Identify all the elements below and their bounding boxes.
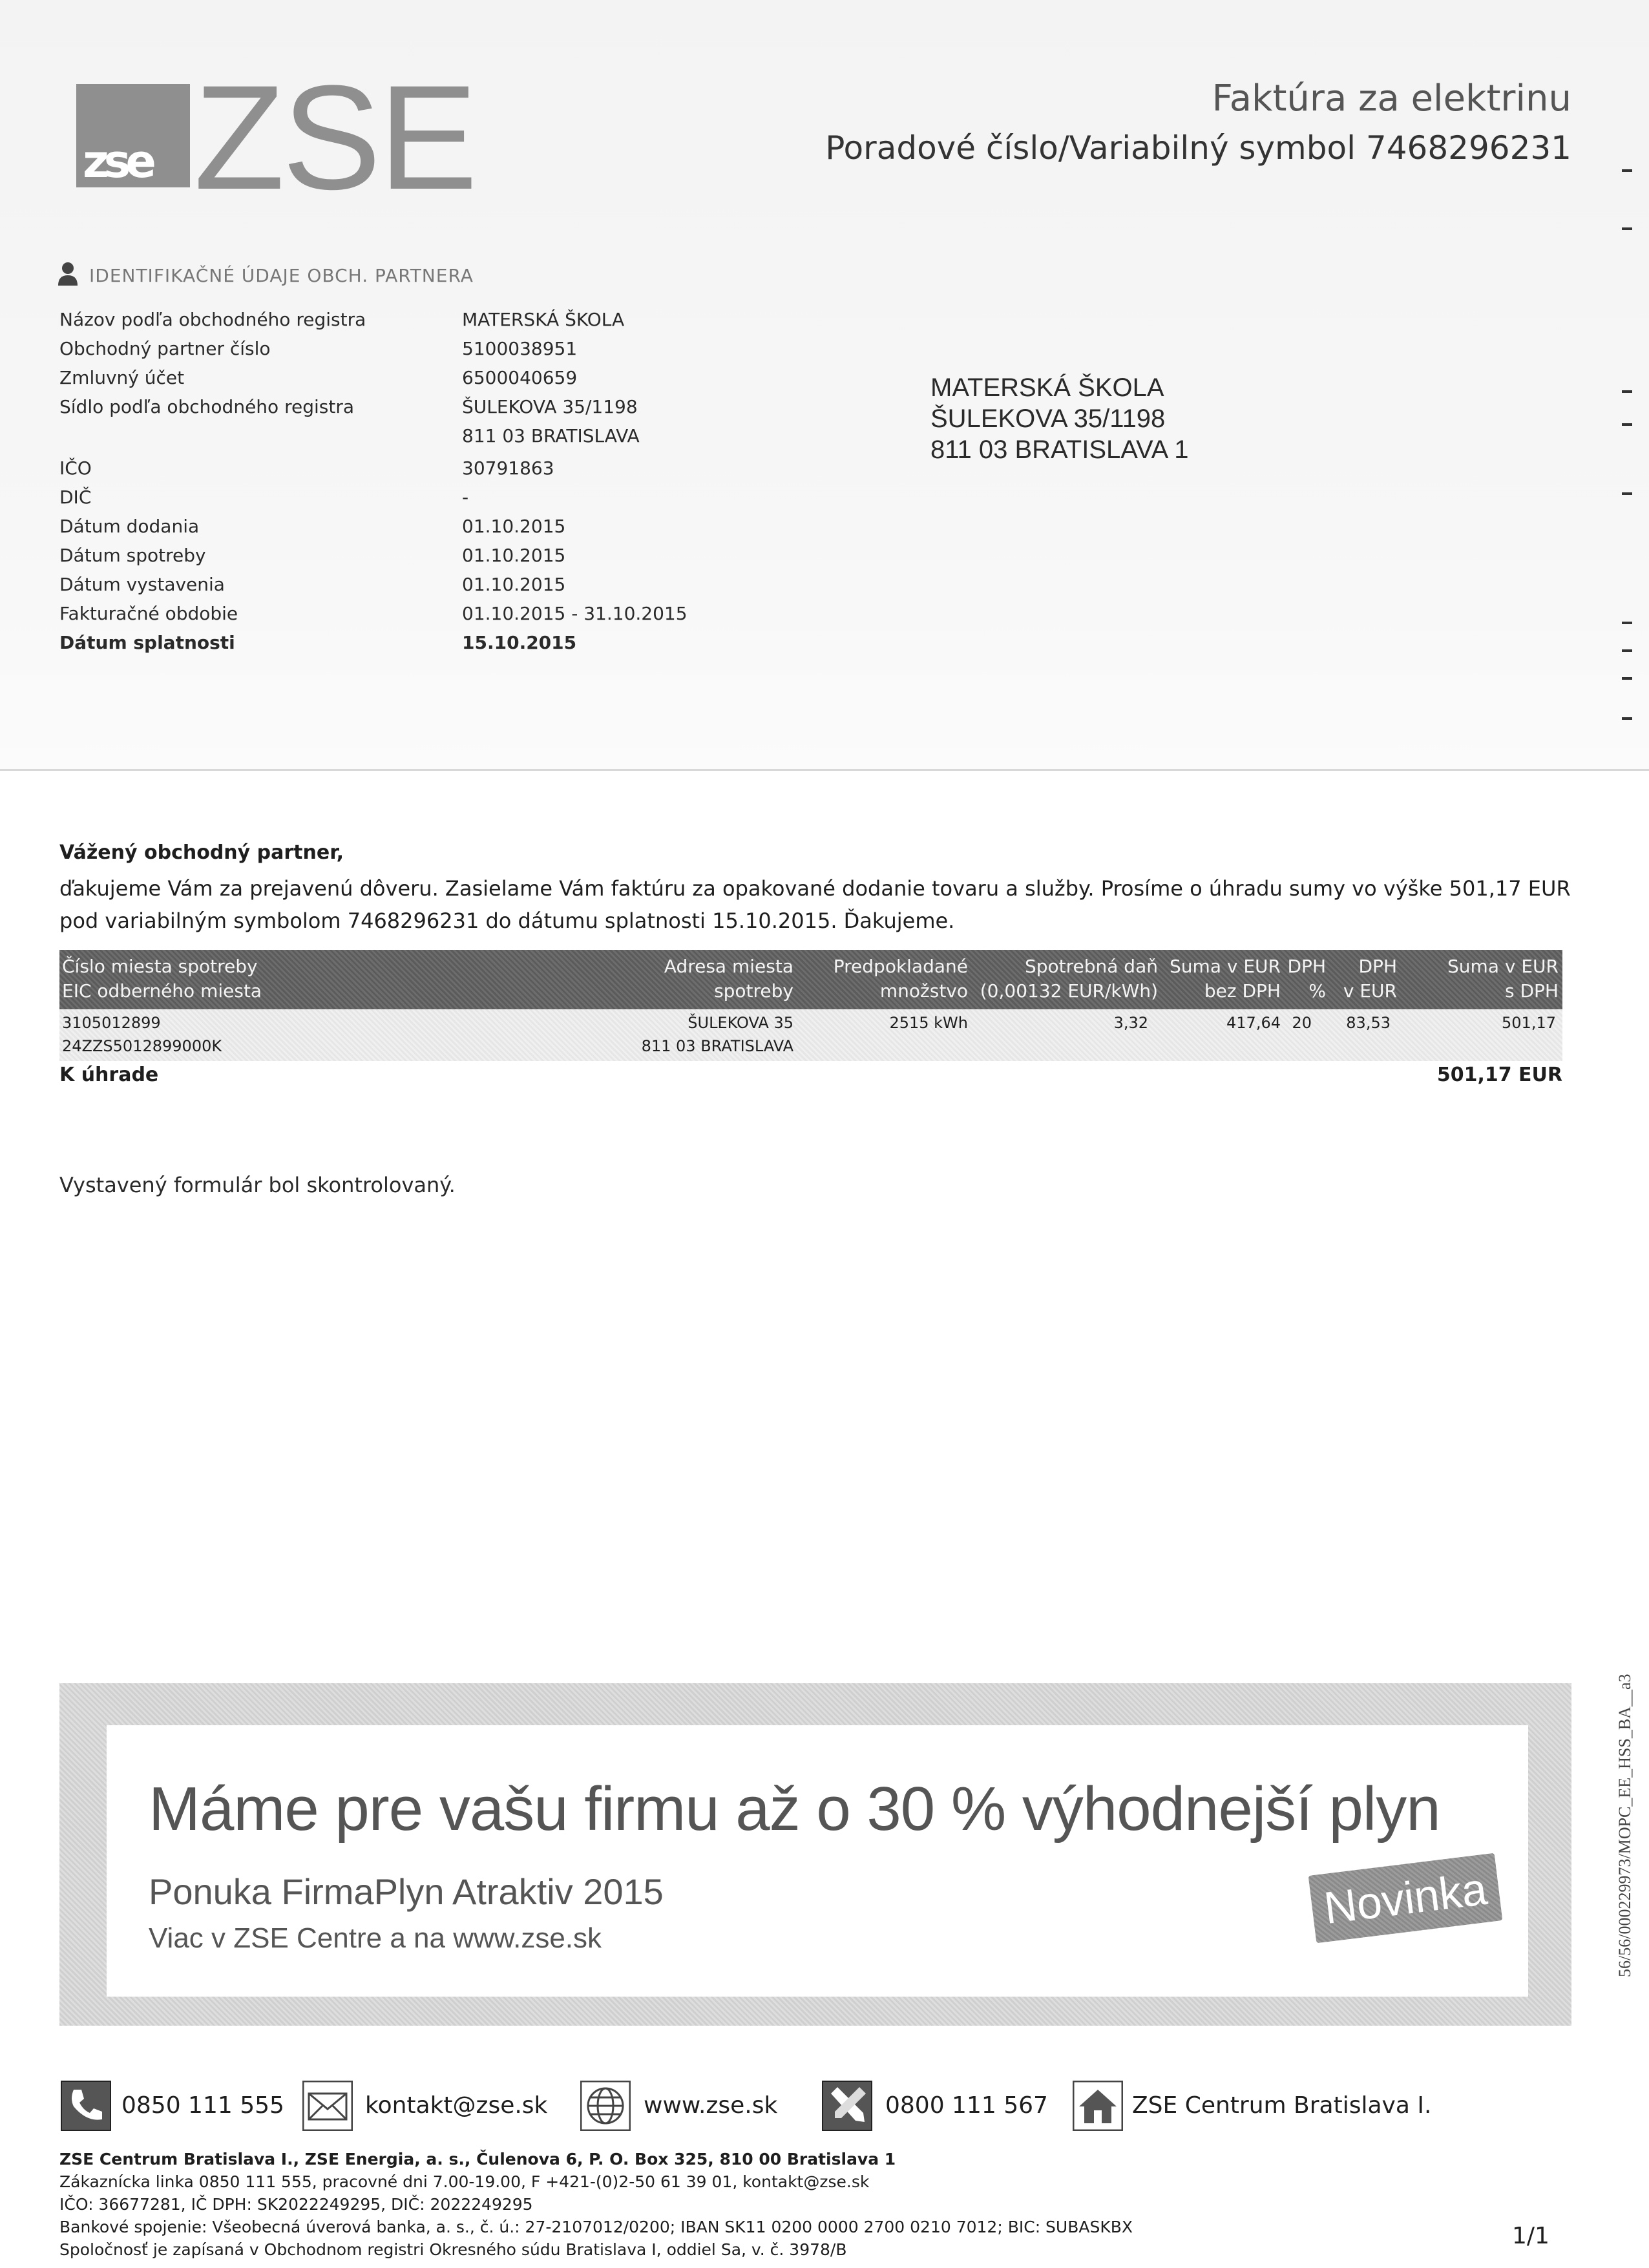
value-delivery-date: 01.10.2015 — [462, 516, 566, 537]
label-company-name: Názov podľa obchodného registra — [59, 309, 366, 330]
cell-excise: 3,32 — [1113, 1014, 1148, 1032]
th-gross: Suma v EUR — [1447, 956, 1559, 977]
contact-helpline[interactable]: 0800 111 567 — [885, 2092, 1048, 2119]
margin-tick — [1622, 717, 1632, 720]
total-value: 501,17 EUR — [1436, 1064, 1562, 1086]
th-eic: EIC odberného miesta — [62, 980, 262, 1002]
margin-tick — [1622, 227, 1632, 230]
footer-ids: IČO: 36677281, IČ DPH: SK2022249295, DIČ: 2022249295 — [59, 2195, 533, 2214]
margin-tick — [1622, 492, 1632, 495]
value-consumption-date: 01.10.2015 — [462, 545, 566, 566]
cell-quantity: 2515 kWh — [889, 1014, 968, 1032]
cell-eic: 24ZZS5012899000K — [62, 1037, 222, 1055]
person-icon — [57, 261, 79, 286]
label-billing-period: Fakturačné obdobie — [59, 603, 238, 624]
contact-phone[interactable]: 0850 111 555 — [121, 2092, 284, 2119]
contact-centre[interactable]: ZSE Centrum Bratislava I. — [1132, 2092, 1432, 2119]
value-dic: - — [462, 487, 469, 508]
document-code-text: 56/56/000229973/MOPC_EE_HSS_BA__a3 — [1615, 1674, 1634, 1977]
value-ico: 30791863 — [462, 457, 554, 479]
globe-icon — [580, 2081, 631, 2131]
address-line-2: ŠULEKOVA 35/1198 — [930, 404, 1166, 433]
cell-gross: 501,17 — [1502, 1014, 1556, 1032]
label-contract-account: Zmluvný účet — [59, 367, 185, 388]
label-due-date: Dátum splatnosti — [59, 632, 235, 653]
greeting: Vážený obchodný partner, — [59, 841, 344, 864]
promo-headline: Máme pre vašu firmu až o 30 % výhodnejší plyn — [149, 1774, 1440, 1843]
footer-hotline: Zákaznícka linka 0850 111 555, pracovné dni 7.00-19.00, F +421-(0)2-50 61 39 01, kontakt@zse.sk — [59, 2172, 870, 2191]
th-vat-eur-2: v EUR — [1343, 980, 1397, 1002]
label-delivery-date: Dátum dodania — [59, 516, 200, 537]
th-vat-pct: DPH — [1287, 956, 1326, 977]
value-billing-period: 01.10.2015 - 31.10.2015 — [462, 603, 688, 624]
value-partner-number: 5100038951 — [462, 338, 578, 359]
fold-line — [0, 769, 1649, 771]
promo-more-info: Viac v ZSE Centre a na www.zse.sk — [149, 1922, 602, 1954]
th-vat-eur: DPH — [1358, 956, 1397, 977]
cell-vat-eur: 83,53 — [1346, 1014, 1391, 1032]
promo-banner-inner — [107, 1725, 1528, 1997]
checked-note: Vystavený formulár bol skontrolovaný. — [59, 1173, 456, 1197]
value-contract-account: 6500040659 — [462, 367, 578, 388]
margin-tick — [1622, 622, 1632, 624]
th-quantity: Predpokladané — [833, 956, 968, 977]
value-seat-street: ŠULEKOVA 35/1198 — [462, 396, 638, 417]
label-dic: DIČ — [59, 487, 92, 508]
value-issue-date: 01.10.2015 — [462, 574, 566, 595]
page-number: 1/1 — [1512, 2223, 1549, 2249]
th-address-2: spotreby — [714, 980, 793, 1002]
home-icon — [1073, 2081, 1123, 2131]
envelope-icon — [302, 2081, 353, 2131]
margin-tick — [1622, 677, 1632, 680]
th-number: Číslo miesta spotreby — [62, 956, 258, 977]
tools-icon — [822, 2081, 872, 2131]
cell-address-city: 811 03 BRATISLAVA — [641, 1037, 793, 1055]
footer-register: Spoločnosť je zapísaná v Obchodnom registri Okresného súdu Bratislava I, oddiel Sa, v. č. 3978/B — [59, 2240, 847, 2259]
th-excise-2: (0,00132 EUR/kWh) — [980, 980, 1158, 1002]
th-excise: Spotrebná daň — [1024, 956, 1158, 977]
label-issue-date: Dátum vystavenia — [59, 574, 225, 595]
value-seat-city: 811 03 BRATISLAVA — [462, 425, 640, 446]
address-line-1: MATERSKÁ ŠKOLA — [930, 373, 1164, 402]
address-line-3: 811 03 BRATISLAVA 1 — [930, 436, 1189, 464]
label-ico: IČO — [59, 457, 92, 479]
footer-company: ZSE Centrum Bratislava I., ZSE Energia, a. s., Čulenova 6, P. O. Box 325, 810 00 Bratislava 1 — [59, 2150, 896, 2168]
contact-email[interactable]: kontakt@zse.sk — [365, 2092, 548, 2119]
variable-symbol: Poradové číslo/Variabilný symbol 7468296231 — [825, 129, 1571, 167]
promo-offer: Ponuka FirmaPlyn Atraktiv 2015 — [149, 1871, 664, 1912]
phone-icon — [61, 2081, 111, 2131]
cell-number: 3105012899 — [62, 1014, 161, 1032]
th-quantity-2: množstvo — [879, 980, 968, 1002]
logo-mark: zse — [83, 135, 151, 188]
footer-bank: Bankové spojenie: Všeobecná úverová banka, a. s., č. ú.: 27-2107012/0200; IBAN SK11 0200 0000 2700 0210 7012; BIC: SUBASKBX — [59, 2218, 1133, 2236]
th-net: Suma v EUR — [1170, 956, 1281, 977]
total-label: K úhrade — [59, 1064, 159, 1086]
th-address: Adresa miesta — [664, 956, 793, 977]
novinka-badge: Novinka — [1308, 1853, 1503, 1944]
th-net-2: bez DPH — [1204, 980, 1281, 1002]
label-partner-number: Obchodný partner číslo — [59, 338, 271, 359]
margin-tick — [1622, 390, 1632, 393]
margin-tick — [1622, 423, 1632, 426]
partner-heading: IDENTIFIKAČNÉ ÚDAJE OBCH. PARTNERA — [89, 265, 474, 286]
value-due-date: 15.10.2015 — [462, 632, 577, 653]
table-row — [59, 1009, 1562, 1061]
margin-tick — [1622, 169, 1632, 172]
th-gross-2: s DPH — [1505, 980, 1559, 1002]
label-seat: Sídlo podľa obchodného registra — [59, 396, 354, 417]
logo-text: ZSE — [194, 54, 476, 220]
th-vat-pct-2: % — [1308, 980, 1326, 1002]
cell-vat-pct: 20 — [1292, 1014, 1312, 1032]
table-header — [59, 950, 1562, 1009]
document-code — [1596, 1615, 1634, 1977]
margin-tick — [1622, 649, 1632, 652]
document-title: Faktúra za elektrinu — [1212, 78, 1571, 120]
contact-web[interactable]: www.zse.sk — [644, 2092, 778, 2119]
letter-body: ďakujeme Vám za prejavenú dôveru. Zasielame Vám faktúru za opakované dodanie tovaru a služby. Prosíme o úhradu sumy vo výške 501,17 EUR pod variabilným symbolom 7468296231 do dátumu splatnosti 15.10.2015. Ďakujeme. — [59, 876, 1571, 933]
label-consumption-date: Dátum spotreby — [59, 545, 206, 566]
cell-address-street: ŠULEKOVA 35 — [688, 1014, 793, 1032]
cell-net: 417,64 — [1226, 1014, 1281, 1032]
value-company-name: MATERSKÁ ŠKOLA — [462, 309, 625, 330]
